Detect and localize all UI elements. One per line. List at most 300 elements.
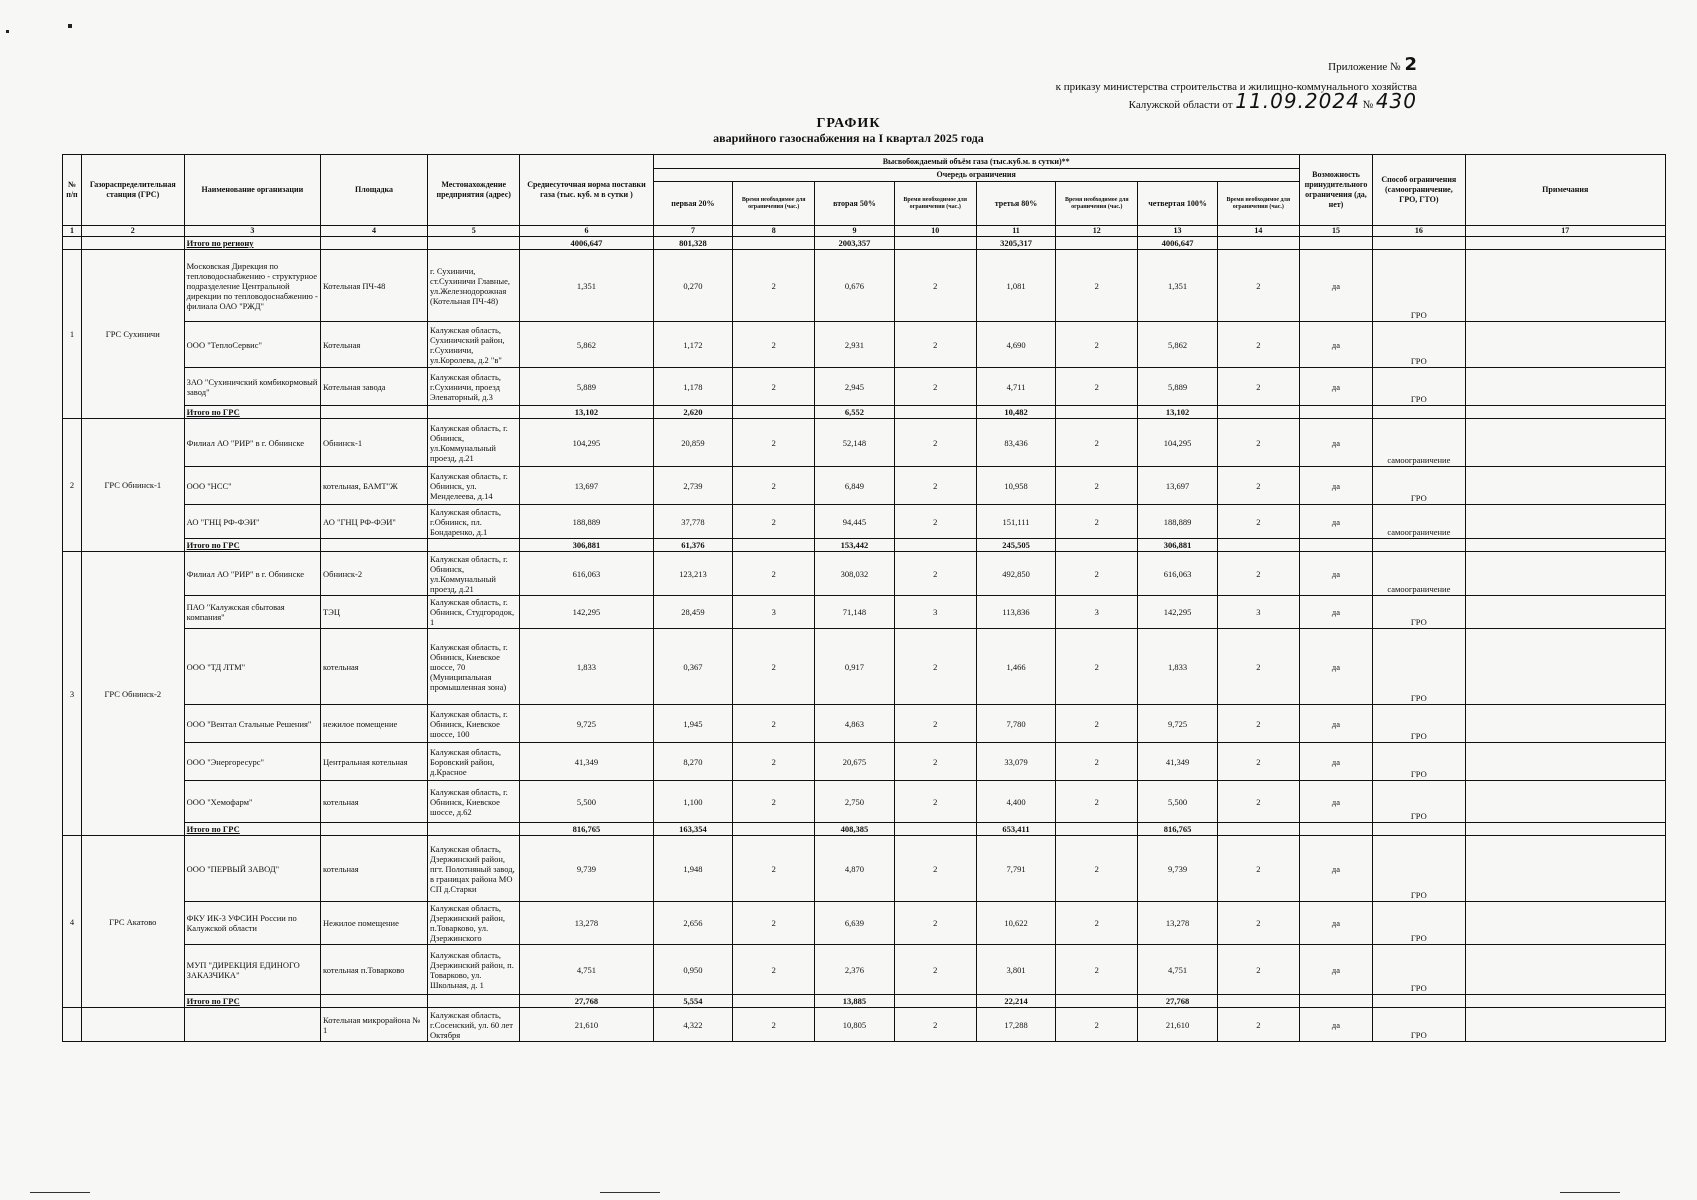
queue-4-time: 2	[1217, 902, 1299, 945]
column-number-row	[63, 226, 1666, 237]
queue-1-time: 2	[733, 467, 815, 505]
queue-4-time: 2	[1217, 552, 1299, 596]
queue-3-volume: 4,690	[976, 322, 1056, 368]
table-cell	[321, 539, 428, 552]
queue-1-volume: 20,859	[653, 419, 733, 467]
queue-1-time: 2	[733, 1008, 815, 1042]
possibility: да	[1299, 250, 1372, 322]
org-name: ООО "ПЕРВЫЙ ЗАВОД"	[184, 836, 320, 902]
table-cell	[1217, 995, 1299, 1008]
site-name: котельная, БАМТ"Ж	[321, 467, 428, 505]
address: Калужская область, г.Обнинск, пл. Бондаренко, д.1	[428, 505, 520, 539]
queue-3-time: 2	[1056, 322, 1138, 368]
possibility: да	[1299, 781, 1372, 823]
queue-1-volume: 1,100	[653, 781, 733, 823]
queue-1-time: 2	[733, 250, 815, 322]
address: Калужская область, г.Сухиничи, проезд Элеваторный, д.3	[428, 368, 520, 406]
grs-total-row	[63, 406, 1666, 419]
avg-norm: 104,295	[520, 419, 653, 467]
table-cell	[894, 823, 976, 836]
restriction-method: ГРО	[1373, 945, 1465, 995]
table-row	[63, 250, 1666, 322]
column-number: 6	[520, 226, 653, 237]
queue-3-volume: 113,836	[976, 596, 1056, 629]
queue-1-volume: 1,945	[653, 705, 733, 743]
scan-speck	[6, 30, 9, 33]
avg-norm: 5,862	[520, 322, 653, 368]
table-row	[63, 705, 1666, 743]
table-cell	[321, 995, 428, 1008]
avg-norm: 13,278	[520, 902, 653, 945]
avg-norm: 13,697	[520, 467, 653, 505]
queue-2-time: 2	[894, 945, 976, 995]
document-subtitle: аварийного газоснабжения на I квартал 2025 года	[713, 131, 984, 145]
queue-1-time: 2	[733, 629, 815, 705]
address: Калужская область, Боровский район, д.Красное	[428, 743, 520, 781]
site-name: котельная	[321, 781, 428, 823]
grs-total-label: Итого по ГРС	[184, 995, 320, 1008]
header-grs: Газораспределительная станция (ГРС)	[81, 155, 184, 226]
appendix-line1: к приказу министерства строительства и жилищно-коммунального хозяйства	[1055, 81, 1417, 93]
region-total-row	[63, 237, 1666, 250]
notes	[1465, 596, 1666, 629]
queue-4-volume: 5,500	[1138, 781, 1218, 823]
org-name: АО "ГНЦ РФ-ФЭИ"	[184, 505, 320, 539]
queue-1-volume: 123,213	[653, 552, 733, 596]
queue-1-volume: 2,739	[653, 467, 733, 505]
queue-3-time: 2	[1056, 945, 1138, 995]
org-name: ООО "ТД ЛТМ"	[184, 629, 320, 705]
region-total-q1: 801,328	[653, 237, 733, 250]
avg-norm: 616,063	[520, 552, 653, 596]
site-name: котельная п.Товарково	[321, 945, 428, 995]
queue-2-volume: 6,849	[815, 467, 895, 505]
queue-2-volume: 2,931	[815, 322, 895, 368]
restriction-method: ГРО	[1373, 743, 1465, 781]
notes	[1465, 945, 1666, 995]
scan-edge-line	[600, 1192, 660, 1193]
queue-1-volume: 0,950	[653, 945, 733, 995]
avg-norm: 5,889	[520, 368, 653, 406]
table-cell	[1056, 406, 1138, 419]
table-row	[63, 596, 1666, 629]
site-name: Обнинск-2	[321, 552, 428, 596]
grs-total-label: Итого по ГРС	[184, 539, 320, 552]
queue-1-volume: 2,656	[653, 902, 733, 945]
restriction-method: ГРО	[1373, 250, 1465, 322]
queue-1-volume: 8,270	[653, 743, 733, 781]
column-number: 10	[894, 226, 976, 237]
site-name: котельная	[321, 629, 428, 705]
notes	[1465, 368, 1666, 406]
avg-norm: 1,833	[520, 629, 653, 705]
header-time-3: Время необходимое для ограничения (час.)	[1056, 182, 1138, 226]
handwritten-date: 11.09.2024	[1235, 89, 1360, 113]
site-name: котельная	[321, 836, 428, 902]
avg-norm: 9,725	[520, 705, 653, 743]
table-cell	[1299, 823, 1372, 836]
handwritten-number: 430	[1375, 89, 1417, 113]
possibility: да	[1299, 629, 1372, 705]
queue-4-time: 2	[1217, 781, 1299, 823]
address: г. Сухиничи, ст.Сухиничи Главные, ул.Железнодорожная (Котельная ПЧ-48)	[428, 250, 520, 322]
queue-2-volume: 4,863	[815, 705, 895, 743]
queue-3-volume: 4,711	[976, 368, 1056, 406]
queue-3-time: 2	[1056, 368, 1138, 406]
queue-3-time: 2	[1056, 467, 1138, 505]
grs-total-norm: 13,102	[520, 406, 653, 419]
header-possibility: Возможность принудительного ограничения (да, нет)	[1299, 155, 1372, 226]
queue-3-volume: 151,111	[976, 505, 1056, 539]
grs-total-q1: 2,620	[653, 406, 733, 419]
queue-2-time: 2	[894, 368, 976, 406]
queue-4-time: 2	[1217, 322, 1299, 368]
queue-2-volume: 4,870	[815, 836, 895, 902]
address: Калужская область, г. Обнинск, Студгородок, 1	[428, 596, 520, 629]
site-name: Котельная	[321, 322, 428, 368]
grs-total-q4: 13,102	[1138, 406, 1218, 419]
queue-2-time: 2	[894, 743, 976, 781]
site-name: Котельная микрорайона № 1	[321, 1008, 428, 1042]
table-row	[63, 836, 1666, 902]
queue-3-time: 2	[1056, 705, 1138, 743]
queue-4-time: 2	[1217, 250, 1299, 322]
appendix-number: 2	[1404, 54, 1417, 75]
org-name: ООО "ТеплоСервис"	[184, 322, 320, 368]
header-q2: вторая 50%	[815, 182, 895, 226]
appendix-block	[1055, 54, 1417, 113]
table-cell	[428, 539, 520, 552]
queue-4-time: 2	[1217, 945, 1299, 995]
table-row	[63, 1008, 1666, 1042]
table-row	[63, 945, 1666, 995]
site-name: нежилое помещение	[321, 705, 428, 743]
queue-1-volume: 1,178	[653, 368, 733, 406]
grs-total-label: Итого по ГРС	[184, 823, 320, 836]
table-row	[63, 419, 1666, 467]
column-number: 12	[1056, 226, 1138, 237]
table-row	[63, 322, 1666, 368]
org-name: МУП "ДИРЕКЦИЯ ЕДИНОГО ЗАКАЗЧИКА"	[184, 945, 320, 995]
address: Калужская область, г.Сосенский, ул. 60 лет Октября	[428, 1008, 520, 1042]
table-cell	[1465, 406, 1666, 419]
grs-total-q2: 408,385	[815, 823, 895, 836]
appendix-no-label: №	[1362, 99, 1374, 111]
queue-2-time: 2	[894, 781, 976, 823]
region-total-q4: 4006,647	[1138, 237, 1218, 250]
table-cell	[733, 995, 815, 1008]
queue-4-volume: 13,697	[1138, 467, 1218, 505]
queue-1-time: 2	[733, 743, 815, 781]
queue-1-time: 2	[733, 552, 815, 596]
document-title: ГРАФИК	[816, 116, 881, 131]
table-cell	[1373, 406, 1465, 419]
queue-4-volume: 5,862	[1138, 322, 1218, 368]
queue-1-volume: 1,172	[653, 322, 733, 368]
queue-3-time: 2	[1056, 1008, 1138, 1042]
grs-total-q4: 816,765	[1138, 823, 1218, 836]
queue-2-time: 2	[894, 419, 976, 467]
queue-1-volume: 0,270	[653, 250, 733, 322]
group-number: 1	[63, 250, 82, 419]
queue-4-volume: 9,725	[1138, 705, 1218, 743]
table-cell	[733, 539, 815, 552]
address: Калужская область, Дзержинский район, пгт. Полотняный завод, в границах района МО СП д.Старки	[428, 836, 520, 902]
grs-total-q2: 13,885	[815, 995, 895, 1008]
queue-3-time: 2	[1056, 743, 1138, 781]
queue-2-volume: 2,945	[815, 368, 895, 406]
table-cell	[428, 406, 520, 419]
restriction-method: самоограничение	[1373, 419, 1465, 467]
possibility: да	[1299, 945, 1372, 995]
queue-2-volume: 10,805	[815, 1008, 895, 1042]
grs-total-label: Итого по ГРС	[184, 406, 320, 419]
table-cell	[1217, 823, 1299, 836]
org-name: ФКУ ИК-3 УФСИН России по Калужской области	[184, 902, 320, 945]
notes	[1465, 250, 1666, 322]
table-cell	[733, 406, 815, 419]
restriction-method: ГРО	[1373, 836, 1465, 902]
queue-1-time: 2	[733, 902, 815, 945]
address: Калужская область, г. Обнинск, ул.Коммунальный проезд, д.21	[428, 552, 520, 596]
restriction-method: ГРО	[1373, 781, 1465, 823]
notes	[1465, 743, 1666, 781]
queue-4-time: 2	[1217, 368, 1299, 406]
queue-4-volume: 21,610	[1138, 1008, 1218, 1042]
address: Калужская область, г. Обнинск, Киевское шоссе, 100	[428, 705, 520, 743]
grs-total-row	[63, 823, 1666, 836]
table-cell	[1217, 406, 1299, 419]
address: Калужская область, Сухиничский район, г.Сухиничи, ул.Королева, д.2 "в"	[428, 322, 520, 368]
column-number: 2	[81, 226, 184, 237]
queue-3-volume: 17,288	[976, 1008, 1056, 1042]
grs-total-q2: 6,552	[815, 406, 895, 419]
queue-3-volume: 7,791	[976, 836, 1056, 902]
queue-1-volume: 0,367	[653, 629, 733, 705]
table-cell	[321, 406, 428, 419]
table-row	[63, 902, 1666, 945]
queue-3-time: 2	[1056, 552, 1138, 596]
address: Калужская область, г. Обнинск, Киевское шоссе, д.62	[428, 781, 520, 823]
scan-edge-line	[30, 1192, 90, 1193]
org-name	[184, 1008, 320, 1042]
header-queue: Очередь ограничения	[653, 169, 1299, 182]
queue-4-volume: 142,295	[1138, 596, 1218, 629]
queue-4-time: 2	[1217, 505, 1299, 539]
queue-3-volume: 3,801	[976, 945, 1056, 995]
notes	[1465, 322, 1666, 368]
avg-norm: 4,751	[520, 945, 653, 995]
queue-2-time: 2	[894, 836, 976, 902]
header-num: № п/п	[63, 155, 82, 226]
column-number: 4	[321, 226, 428, 237]
org-name: ЗАО "Сухиничский комбикормовый завод"	[184, 368, 320, 406]
notes	[1465, 1008, 1666, 1042]
queue-2-volume: 0,917	[815, 629, 895, 705]
queue-1-time: 2	[733, 945, 815, 995]
grs-total-q2: 153,442	[815, 539, 895, 552]
avg-norm: 21,610	[520, 1008, 653, 1042]
queue-2-volume: 71,148	[815, 596, 895, 629]
header-q3: третья 80%	[976, 182, 1056, 226]
avg-norm: 5,500	[520, 781, 653, 823]
table-cell	[1465, 823, 1666, 836]
site-name: Обнинск-1	[321, 419, 428, 467]
site-name: Центральная котельная	[321, 743, 428, 781]
queue-3-time: 2	[1056, 505, 1138, 539]
table-cell	[1373, 539, 1465, 552]
table-cell	[321, 823, 428, 836]
table-cell	[1373, 995, 1465, 1008]
possibility: да	[1299, 552, 1372, 596]
column-number: 3	[184, 226, 320, 237]
appendix-label: Приложение №	[1328, 61, 1401, 73]
restriction-method: ГРО	[1373, 467, 1465, 505]
header-time-4: Время необходимое для ограничения (час.)	[1217, 182, 1299, 226]
possibility: да	[1299, 743, 1372, 781]
queue-2-time: 2	[894, 322, 976, 368]
site-name: Котельная завода	[321, 368, 428, 406]
queue-3-volume: 1,466	[976, 629, 1056, 705]
queue-1-time: 2	[733, 368, 815, 406]
grs-total-row	[63, 995, 1666, 1008]
queue-1-volume: 28,459	[653, 596, 733, 629]
scan-speck	[68, 24, 72, 28]
table-row	[63, 781, 1666, 823]
region-total-q3: 3205,317	[976, 237, 1056, 250]
table-cell	[733, 823, 815, 836]
restriction-method: ГРО	[1373, 902, 1465, 945]
queue-1-volume: 37,778	[653, 505, 733, 539]
avg-norm: 142,295	[520, 596, 653, 629]
queue-4-volume: 188,889	[1138, 505, 1218, 539]
column-number: 14	[1217, 226, 1299, 237]
possibility: да	[1299, 322, 1372, 368]
notes	[1465, 705, 1666, 743]
table-header	[63, 155, 1666, 237]
org-name: Филиал АО "РИР" в г. Обнинске	[184, 552, 320, 596]
table-cell	[1299, 406, 1372, 419]
table-cell	[1217, 539, 1299, 552]
grs-total-q3: 22,214	[976, 995, 1056, 1008]
grs-name: ГРС Сухиничи	[81, 250, 184, 419]
column-number: 13	[1138, 226, 1218, 237]
header-location: Местонахождение предприятия (адрес)	[428, 155, 520, 226]
possibility: да	[1299, 902, 1372, 945]
queue-2-time: 2	[894, 629, 976, 705]
queue-2-time: 2	[894, 467, 976, 505]
org-name: Филиал АО "РИР" в г. Обнинске	[184, 419, 320, 467]
possibility: да	[1299, 505, 1372, 539]
queue-1-time: 2	[733, 781, 815, 823]
queue-3-time: 2	[1056, 629, 1138, 705]
supply-schedule-table	[62, 154, 1666, 1042]
avg-norm: 9,739	[520, 836, 653, 902]
avg-norm: 41,349	[520, 743, 653, 781]
grs-name: ГРС Акатово	[81, 836, 184, 1008]
address: Калужская область, г. Обнинск, ул.Коммунальный проезд, д.21	[428, 419, 520, 467]
restriction-method: ГРО	[1373, 705, 1465, 743]
queue-4-volume: 104,295	[1138, 419, 1218, 467]
table-cell	[1056, 823, 1138, 836]
possibility: да	[1299, 467, 1372, 505]
grs-total-norm: 816,765	[520, 823, 653, 836]
queue-2-time: 2	[894, 505, 976, 539]
column-number: 7	[653, 226, 733, 237]
column-number: 15	[1299, 226, 1372, 237]
queue-3-volume: 4,400	[976, 781, 1056, 823]
table-cell	[1056, 995, 1138, 1008]
site-name: ТЭЦ	[321, 596, 428, 629]
notes	[1465, 629, 1666, 705]
queue-1-time: 2	[733, 705, 815, 743]
notes	[1465, 505, 1666, 539]
org-name: ООО "Хемофарм"	[184, 781, 320, 823]
header-time-1: Время необходимое для ограничения (час.)	[733, 182, 815, 226]
queue-3-volume: 10,622	[976, 902, 1056, 945]
grs-total-q1: 163,354	[653, 823, 733, 836]
table-cell	[894, 539, 976, 552]
queue-1-volume: 1,948	[653, 836, 733, 902]
column-number: 8	[733, 226, 815, 237]
table-cell	[1465, 539, 1666, 552]
table-row	[63, 743, 1666, 781]
table-cell	[428, 995, 520, 1008]
possibility: да	[1299, 419, 1372, 467]
table-cell	[894, 406, 976, 419]
queue-2-time: 2	[894, 902, 976, 945]
restriction-method: ГРО	[1373, 629, 1465, 705]
column-number: 9	[815, 226, 895, 237]
queue-3-time: 2	[1056, 419, 1138, 467]
header-avg-norm: Среднесуточная норма поставки газа (тыс. куб. м в сутки )	[520, 155, 653, 226]
queue-4-volume: 616,063	[1138, 552, 1218, 596]
avg-norm: 1,351	[520, 250, 653, 322]
queue-3-volume: 10,958	[976, 467, 1056, 505]
queue-3-volume: 7,780	[976, 705, 1056, 743]
table-cell	[1373, 823, 1465, 836]
notes	[1465, 552, 1666, 596]
queue-3-time: 3	[1056, 596, 1138, 629]
table-cell	[81, 1008, 184, 1042]
org-name: ООО "Вентал Стальные Решения"	[184, 705, 320, 743]
queue-2-time: 2	[894, 1008, 976, 1042]
restriction-method: самоограничение	[1373, 552, 1465, 596]
grs-total-norm: 27,768	[520, 995, 653, 1008]
queue-2-volume: 0,676	[815, 250, 895, 322]
restriction-method: самоограничение	[1373, 505, 1465, 539]
queue-1-time: 2	[733, 505, 815, 539]
queue-1-time: 2	[733, 419, 815, 467]
column-number: 11	[976, 226, 1056, 237]
queue-3-volume: 492,850	[976, 552, 1056, 596]
grs-total-q1: 61,376	[653, 539, 733, 552]
queue-2-volume: 94,445	[815, 505, 895, 539]
avg-norm: 188,889	[520, 505, 653, 539]
queue-1-time: 2	[733, 322, 815, 368]
header-q4: четвертая 100%	[1138, 182, 1218, 226]
address: Калужская область, Дзержинский район, п. Товарково, ул. Школьная, д. 1	[428, 945, 520, 995]
header-q1: первая 20%	[653, 182, 733, 226]
table-row	[63, 629, 1666, 705]
header-time-2: Время необходимое для ограничения (час.)	[894, 182, 976, 226]
queue-2-volume: 20,675	[815, 743, 895, 781]
queue-4-volume: 41,349	[1138, 743, 1218, 781]
header-notes: Примечания	[1465, 155, 1666, 226]
table-body	[63, 237, 1666, 1042]
queue-2-time: 2	[894, 250, 976, 322]
header-released: Высвобождаемый объём газа (тыс.куб.м. в сутки)**	[653, 155, 1299, 169]
